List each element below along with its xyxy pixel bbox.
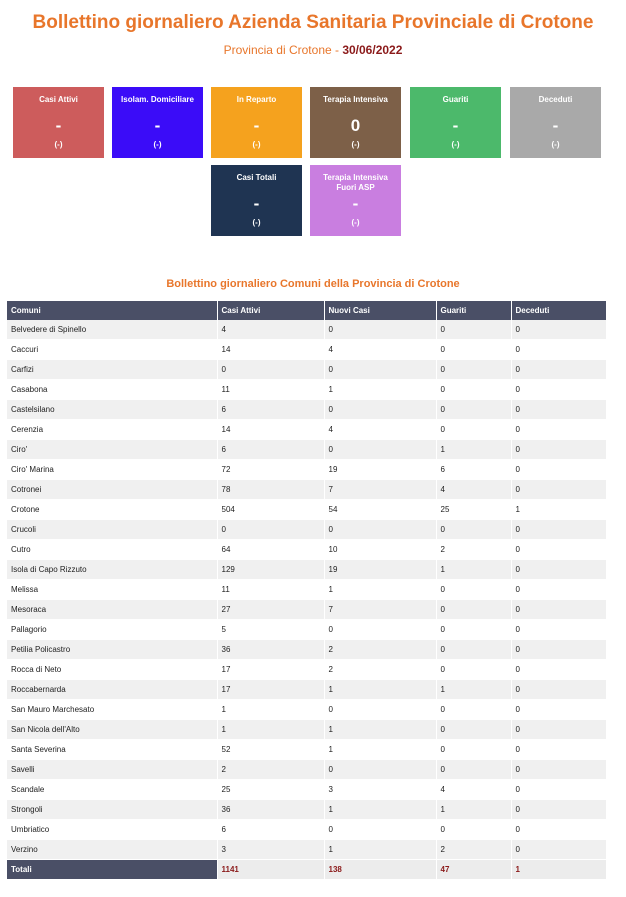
table-row [7, 540, 606, 560]
table-row [7, 620, 606, 640]
table-cell: 14 [217, 340, 324, 360]
table-cell: 1 [324, 740, 436, 760]
table-row [7, 800, 606, 820]
bulletin-date: 30/06/2022 [342, 43, 403, 57]
comune-name: Cotronei [7, 480, 217, 500]
table-cell: 0 [511, 460, 606, 480]
comuni-section-title: Bollettino giornaliero Comuni della Provincia di Crotone [166, 278, 460, 290]
table-cell: 0 [511, 420, 606, 440]
page-title: Bollettino giornaliero Azienda Sanitaria Provinciale di Crotone [32, 12, 594, 33]
comuni-table [7, 301, 607, 880]
table-cell: 0 [436, 640, 511, 660]
column-header: Nuovi Casi [324, 301, 436, 320]
table-row [7, 500, 606, 520]
card-in-reparto [211, 87, 302, 158]
card-value: - [452, 116, 459, 135]
table-cell: 4 [436, 480, 511, 500]
table-cell: 0 [324, 440, 436, 460]
table-cell: 0 [436, 620, 511, 640]
table-cell: 0 [511, 800, 606, 820]
table-header-row [7, 301, 606, 320]
comune-name: Castelsilano [7, 400, 217, 420]
column-header: Deceduti [511, 301, 606, 320]
card-terapia-intensiva-fuori-asp [310, 165, 401, 236]
table-cell: 0 [511, 720, 606, 740]
card-casi-totali [211, 165, 302, 236]
table-row [7, 820, 606, 840]
subtitle-province: Provincia di Crotone - [223, 43, 343, 57]
card-delta: (-) [451, 140, 460, 149]
comune-name: Mesoraca [7, 600, 217, 620]
table-cell: 0 [511, 520, 606, 540]
table-cell: 0 [511, 480, 606, 500]
table-row [7, 520, 606, 540]
table-row [7, 720, 606, 740]
table-cell: 0 [324, 320, 436, 340]
table-row [7, 440, 606, 460]
card-isolam-domiciliare [112, 87, 203, 158]
table-cell: 0 [436, 600, 511, 620]
table-cell: 17 [217, 660, 324, 680]
table-cell: 52 [217, 740, 324, 760]
table-row [7, 460, 606, 480]
table-row [7, 340, 606, 360]
table-cell: 129 [217, 560, 324, 580]
table-cell: 0 [511, 400, 606, 420]
totals-cell: 138 [324, 860, 436, 880]
table-cell: 0 [217, 360, 324, 380]
comune-name: San Nicola dell'Alto [7, 720, 217, 740]
table-cell: 10 [324, 540, 436, 560]
table-cell: 1 [436, 560, 511, 580]
card-guariti [410, 87, 501, 158]
table-cell: 0 [324, 360, 436, 380]
table-cell: 0 [511, 360, 606, 380]
table-cell: 14 [217, 420, 324, 440]
table-row [7, 420, 606, 440]
totals-cell: 1 [511, 860, 606, 880]
table-cell: 0 [511, 560, 606, 580]
comune-name: Crucoli [7, 520, 217, 540]
table-cell: 3 [217, 840, 324, 860]
card-casi-attivi [13, 87, 104, 158]
table-cell: 27 [217, 600, 324, 620]
comune-name: Verzino [7, 840, 217, 860]
table-cell: 1 [324, 840, 436, 860]
table-cell: 0 [436, 320, 511, 340]
table-totals-row [7, 860, 606, 880]
comune-name: Belvedere di Spinello [7, 320, 217, 340]
card-label: Terapia Intensiva [323, 95, 388, 104]
card-label: Terapia Intensiva Fuori ASP [323, 173, 388, 192]
table-cell: 11 [217, 580, 324, 600]
table-cell: 504 [217, 500, 324, 520]
table-cell: 2 [217, 760, 324, 780]
table-cell: 4 [324, 340, 436, 360]
table-cell: 0 [324, 520, 436, 540]
table-cell: 0 [324, 700, 436, 720]
table-row [7, 780, 606, 800]
table-cell: 5 [217, 620, 324, 640]
table-cell: 0 [324, 620, 436, 640]
table-cell: 25 [436, 500, 511, 520]
comune-name: Melissa [7, 580, 217, 600]
column-header: Guariti [436, 301, 511, 320]
table-cell: 7 [324, 480, 436, 500]
card-value: - [55, 116, 62, 135]
comune-name: Caccuri [7, 340, 217, 360]
totals-cell: 1141 [217, 860, 324, 880]
table-cell: 0 [511, 680, 606, 700]
table-row [7, 360, 606, 380]
table-cell: 2 [436, 540, 511, 560]
table-body [7, 320, 606, 860]
table-cell: 0 [436, 660, 511, 680]
comune-name: Pallagorio [7, 620, 217, 640]
card-label: In Reparto [236, 95, 277, 104]
table-cell: 0 [511, 760, 606, 780]
table-cell: 1 [436, 680, 511, 700]
table-cell: 17 [217, 680, 324, 700]
table-cell: 0 [436, 820, 511, 840]
table-cell: 4 [217, 320, 324, 340]
card-label: Isolam. Domiciliare [121, 95, 194, 104]
card-delta: (-) [54, 140, 63, 149]
table-cell: 0 [511, 620, 606, 640]
card-label: Casi Totali [236, 173, 277, 182]
table-cell: 1 [324, 720, 436, 740]
page-subtitle [0, 43, 626, 57]
comune-name: Roccabernarda [7, 680, 217, 700]
card-delta: (-) [351, 140, 360, 149]
table-cell: 1 [217, 720, 324, 740]
table-cell: 36 [217, 640, 324, 660]
table-row [7, 580, 606, 600]
card-value: - [154, 116, 161, 135]
card-delta: (-) [351, 218, 360, 227]
table-cell: 1 [324, 800, 436, 820]
comune-name: Strongoli [7, 800, 217, 820]
comune-name: Scandale [7, 780, 217, 800]
column-header: Casi Attivi [217, 301, 324, 320]
table-cell: 2 [324, 660, 436, 680]
card-delta: (-) [252, 140, 261, 149]
table-cell: 0 [436, 740, 511, 760]
table-cell: 2 [436, 840, 511, 860]
table-cell: 0 [436, 340, 511, 360]
comune-name: Ciro' [7, 440, 217, 460]
card-value: - [352, 194, 359, 213]
table-cell: 7 [324, 600, 436, 620]
comune-name: Cerenzia [7, 420, 217, 440]
comune-name: Casabona [7, 380, 217, 400]
table-cell: 11 [217, 380, 324, 400]
table-row [7, 380, 606, 400]
table-row [7, 560, 606, 580]
table-cell: 0 [436, 720, 511, 740]
table-cell: 2 [324, 640, 436, 660]
table-cell: 0 [511, 340, 606, 360]
comune-name: Santa Severina [7, 740, 217, 760]
table-cell: 1 [436, 440, 511, 460]
table-cell: 78 [217, 480, 324, 500]
table-cell: 0 [436, 760, 511, 780]
comune-name: Cutro [7, 540, 217, 560]
table-row [7, 640, 606, 660]
card-value: - [253, 116, 260, 135]
table-cell: 0 [511, 380, 606, 400]
table-cell: 4 [436, 780, 511, 800]
table-cell: 0 [436, 520, 511, 540]
table-row [7, 660, 606, 680]
table-row [7, 320, 606, 340]
table-cell: 1 [324, 380, 436, 400]
card-value: - [552, 116, 559, 135]
table-cell: 64 [217, 540, 324, 560]
table-cell: 36 [217, 800, 324, 820]
card-label: Casi Attivi [39, 95, 78, 104]
table-cell: 25 [217, 780, 324, 800]
table-cell: 4 [324, 420, 436, 440]
table-cell: 6 [436, 460, 511, 480]
table-cell: 19 [324, 460, 436, 480]
comune-name: Rocca di Neto [7, 660, 217, 680]
table-cell: 0 [511, 660, 606, 680]
table-cell: 0 [511, 740, 606, 760]
table-row [7, 840, 606, 860]
comune-name: Umbriatico [7, 820, 217, 840]
table-cell: 19 [324, 560, 436, 580]
table-cell: 0 [511, 440, 606, 460]
table-row [7, 740, 606, 760]
table-cell: 3 [324, 780, 436, 800]
table-cell: 72 [217, 460, 324, 480]
table-cell: 0 [436, 580, 511, 600]
table-cell: 0 [511, 580, 606, 600]
table-cell: 1 [324, 680, 436, 700]
card-delta: (-) [551, 140, 560, 149]
column-header: Comuni [7, 301, 217, 320]
card-delta: (-) [153, 140, 162, 149]
card-value: - [253, 194, 260, 213]
comune-name: Crotone [7, 500, 217, 520]
table-cell: 0 [511, 820, 606, 840]
table-row [7, 680, 606, 700]
table-cell: 0 [436, 400, 511, 420]
comune-name: Carfizi [7, 360, 217, 380]
table-cell: 1 [217, 700, 324, 720]
table-cell: 6 [217, 440, 324, 460]
table-cell: 0 [511, 600, 606, 620]
table-cell: 0 [511, 840, 606, 860]
comune-name: Savelli [7, 760, 217, 780]
card-label: Guariti [442, 95, 469, 104]
table-cell: 0 [324, 820, 436, 840]
table-row [7, 760, 606, 780]
totals-label: Totali [7, 860, 217, 880]
comune-name: Ciro' Marina [7, 460, 217, 480]
card-value: 0 [350, 116, 361, 135]
card-delta: (-) [252, 218, 261, 227]
table-cell: 1 [511, 500, 606, 520]
table-cell: 0 [436, 360, 511, 380]
table-cell: 0 [511, 640, 606, 660]
table-cell: 0 [511, 320, 606, 340]
table-cell: 0 [511, 540, 606, 560]
totals-cell: 47 [436, 860, 511, 880]
table-row [7, 480, 606, 500]
table-cell: 0 [324, 400, 436, 420]
table-cell: 0 [217, 520, 324, 540]
table-cell: 54 [324, 500, 436, 520]
comune-name: Petilia Policastro [7, 640, 217, 660]
table-row [7, 600, 606, 620]
card-terapia-intensiva [310, 87, 401, 158]
table-cell: 0 [436, 380, 511, 400]
table-cell: 0 [324, 760, 436, 780]
comune-name: Isola di Capo Rizzuto [7, 560, 217, 580]
comune-name: San Mauro Marchesato [7, 700, 217, 720]
card-deceduti [510, 87, 601, 158]
table-cell: 1 [436, 800, 511, 820]
card-label: Deceduti [538, 95, 573, 104]
table-cell: 0 [511, 780, 606, 800]
table-cell: 0 [436, 420, 511, 440]
table-cell: 1 [324, 580, 436, 600]
table-cell: 0 [511, 700, 606, 720]
table-cell: 6 [217, 400, 324, 420]
table-cell: 0 [436, 700, 511, 720]
table-cell: 6 [217, 820, 324, 840]
table-row [7, 700, 606, 720]
table-row [7, 400, 606, 420]
